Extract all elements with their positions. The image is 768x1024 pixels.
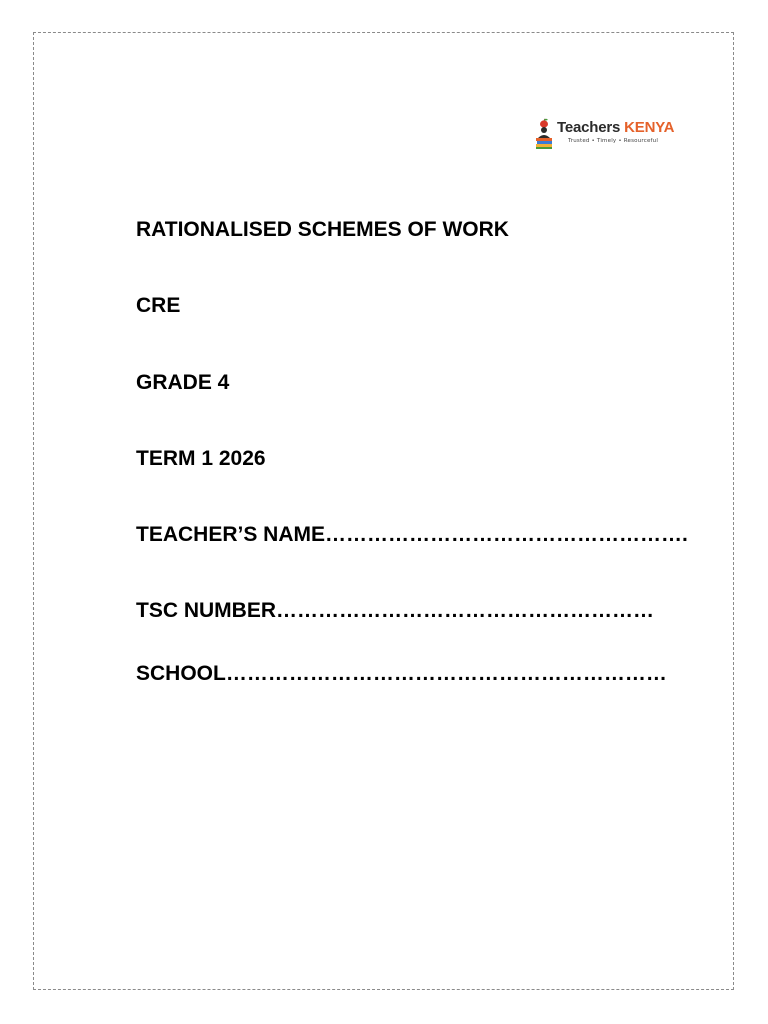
teacher-name-label: TEACHER’S NAME — [136, 523, 326, 546]
grade-label: GRADE 4 — [136, 371, 230, 394]
teacher-books-apple-icon — [533, 118, 557, 150]
logo-title — [557, 119, 674, 137]
page-border — [33, 32, 734, 990]
school-field — [136, 661, 667, 687]
tsc-number-field — [136, 598, 654, 624]
teacher-name-field — [136, 522, 688, 548]
school-label: SCHOOL — [136, 662, 226, 685]
teacher-name-blank: ……………………………………………. — [325, 523, 688, 546]
school-blank: ……………………………………………………… — [225, 662, 667, 685]
term-label: TERM 1 2026 — [136, 447, 266, 470]
logo-word-teachers: Teachers — [557, 119, 621, 136]
subject-label: CRE — [136, 294, 181, 317]
tsc-number-label: TSC NUMBER — [136, 599, 276, 622]
teachers-kenya-logo — [533, 118, 683, 154]
logo-word-kenya: KENYA — [624, 119, 675, 136]
document-title: RATIONALISED SCHEMES OF WORK — [136, 218, 509, 241]
logo-tagline: Trusted • Timely • Resourceful — [568, 138, 659, 144]
tsc-number-blank: ……………………………………………… — [276, 599, 654, 622]
